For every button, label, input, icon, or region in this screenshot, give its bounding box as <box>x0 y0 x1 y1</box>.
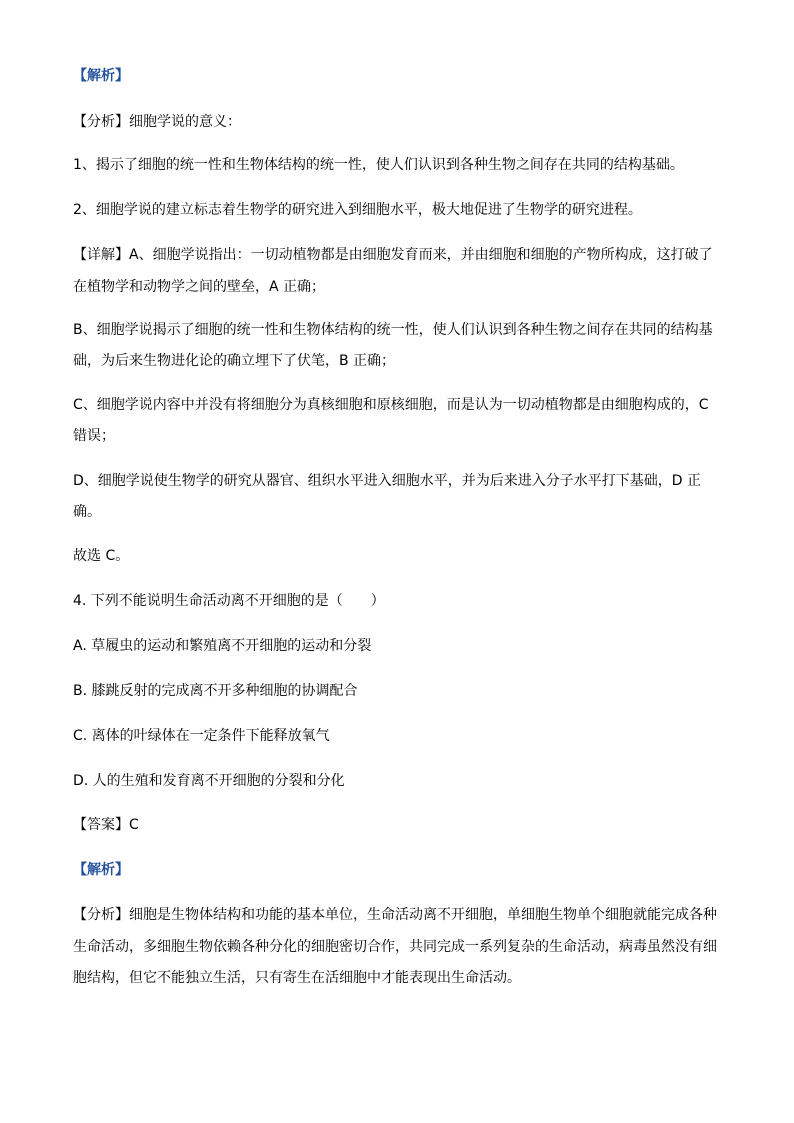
option-d: D. 人的生殖和发育离不开细胞的分裂和分化 <box>73 773 345 789</box>
point-2: 2、细胞学说的建立标志着生物学的研究进入到细胞水平，极大地促进了生物学的研究进程。 <box>73 202 642 218</box>
analysis-2-line-1: 【分析】细胞是生物体结构和功能的基本单位，生命活动离不开细胞，单细胞生物单个细胞就能完成各种 <box>73 907 717 923</box>
analysis-heading-1: 【分析】细胞学说的意义： <box>73 114 241 130</box>
choice-statement-1: 故选 C。 <box>73 548 130 564</box>
option-b: B. 膝跳反射的完成离不开多种细胞的协调配合 <box>73 683 358 699</box>
detail-b-line-1: B、细胞学说揭示了细胞的统一性和生物体结构的统一性，使人们认识到各种生物之间存在共同的结构基 <box>73 322 713 338</box>
question-4: 4. 下列不能说明生命活动离不开细胞的是（ ） <box>73 593 385 609</box>
detail-a-line-2: 在植物学和动物学之间的壁垒，A 正确； <box>73 279 326 295</box>
jiexi-heading-2: 【解析】 <box>73 862 129 878</box>
detail-a-line-1: 【详解】A、细胞学说指出：一切动植物都是由细胞发育而来，并由细胞和细胞的产物所构成，这打破了 <box>73 247 713 263</box>
option-c: C. 离体的叶绿体在一定条件下能释放氧气 <box>73 728 330 744</box>
detail-c-line-1: C、细胞学说内容中并没有将细胞分为真核细胞和原核细胞，而是认为一切动植物都是由细胞构成的，C <box>73 397 709 413</box>
option-a: A. 草履虫的运动和繁殖离不开细胞的运动和分裂 <box>73 638 372 654</box>
analysis-2-line-3: 胞结构，但它不能独立生活，只有寄生在活细胞中才能表现出生命活动。 <box>73 970 521 986</box>
detail-d-line-2: 确。 <box>73 504 101 520</box>
jiexi-heading-1: 【解析】 <box>73 68 129 84</box>
point-1: 1、揭示了细胞的统一性和生物体结构的统一性，使人们认识到各种生物之间存在共同的结构基础。 <box>73 157 684 173</box>
answer: 【答案】C <box>73 817 139 833</box>
detail-d-line-1: D、细胞学说使生物学的研究从器官、组织水平进入细胞水平，并为后来进入分子水平打下基础，D 正 <box>73 473 702 489</box>
detail-b-line-2: 础，为后来生物进化论的确立埋下了伏笔，B 正确； <box>73 353 396 369</box>
analysis-2-line-2: 生命活动，多细胞生物依赖各种分化的细胞密切合作，共同完成一系列复杂的生命活动，病毒虽然没有细 <box>73 939 717 955</box>
detail-c-line-2: 错误； <box>73 428 115 444</box>
